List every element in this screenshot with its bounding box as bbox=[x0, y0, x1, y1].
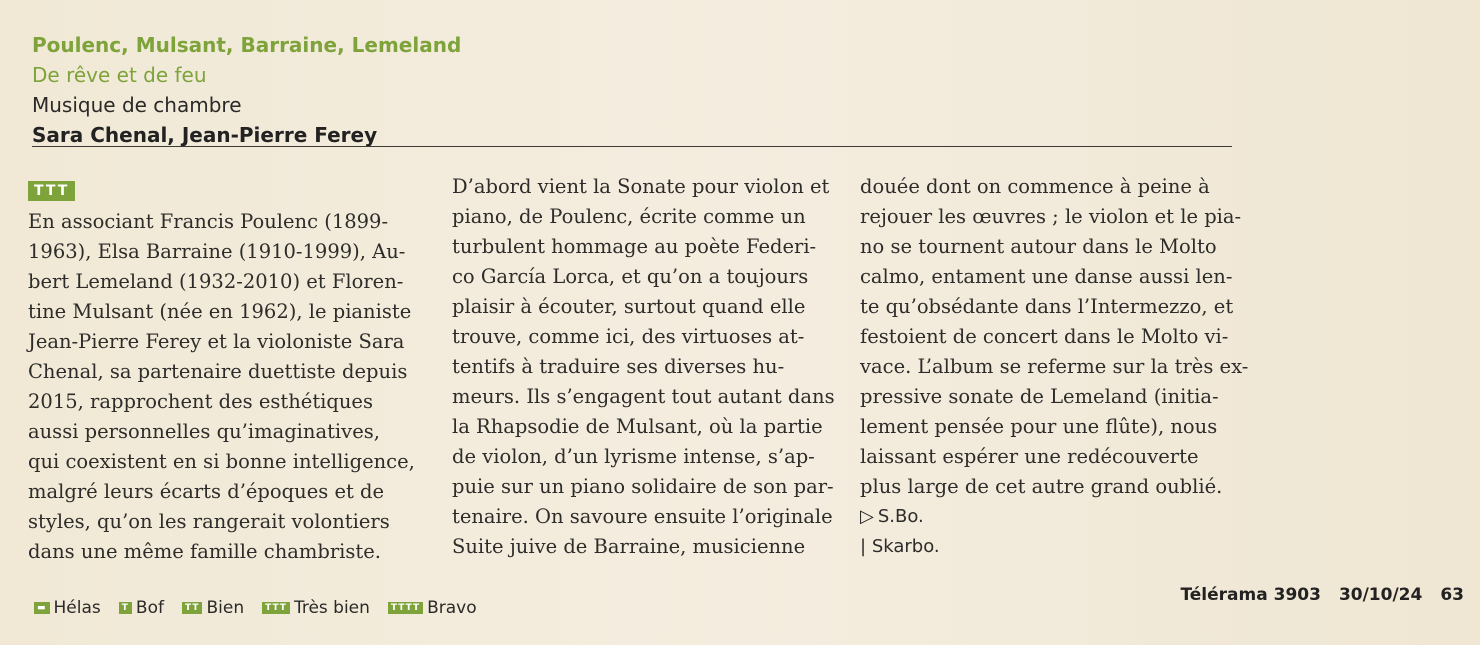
text-line: turbulent hommage au poète Federi- bbox=[452, 235, 817, 258]
legend-label: Bravo bbox=[427, 598, 477, 618]
text-line: D’abord vient la Sonate pour violon et bbox=[452, 175, 830, 198]
text-line: de violon, d’un lyrisme intense, s’ap- bbox=[452, 445, 815, 468]
legend-badge: T bbox=[119, 602, 132, 614]
legend-item bbox=[119, 598, 164, 618]
author-signature bbox=[860, 502, 1250, 532]
genre-label: Musique de chambre bbox=[32, 93, 242, 117]
record-label bbox=[860, 532, 1250, 562]
text-line: lement pensée pour une flûte), nous bbox=[860, 415, 1218, 438]
column-3-text bbox=[860, 172, 1250, 502]
magazine-issue: Télérama 3903 bbox=[1180, 585, 1321, 605]
text-line: pressive sonate de Lemeland (initia- bbox=[860, 385, 1219, 408]
text-line: Chenal, sa partenaire duettiste depuis bbox=[28, 360, 408, 383]
rating-badge: TTT bbox=[28, 181, 75, 201]
text-line: plaisir à écouter, surtout quand elle bbox=[452, 295, 806, 318]
legend-item bbox=[388, 598, 477, 618]
text-line: te qu’obsédante dans l’Intermezzo, et bbox=[860, 295, 1234, 318]
issue-date: 30/10/24 bbox=[1338, 585, 1423, 605]
album-title: De rêve et de feu bbox=[32, 63, 207, 87]
legend-item bbox=[182, 598, 244, 618]
text-line: no se tournent autour dans le Molto bbox=[860, 235, 1217, 258]
label-bar-icon: | bbox=[860, 536, 867, 557]
text-line: tenaire. On savoure ensuite l’originale bbox=[452, 505, 833, 528]
header-divider bbox=[32, 146, 1232, 147]
composers-heading: Poulenc, Mulsant, Barraine, Lemeland bbox=[32, 33, 462, 57]
text-line: meurs. Ils s’engagent tout autant dans bbox=[452, 385, 835, 408]
text-line: plus large de cet autre grand oublié. bbox=[860, 475, 1223, 498]
legend-label: Bof bbox=[135, 598, 164, 618]
record-label-name: Skarbo. bbox=[871, 536, 940, 557]
legend-item bbox=[34, 598, 101, 618]
text-line: calmo, entament une danse aussi len- bbox=[860, 265, 1233, 288]
author-initials: S.Bo. bbox=[877, 506, 924, 527]
text-line: aussi personnelles qu’imaginatives, bbox=[28, 420, 380, 443]
text-line: 2015, rapprochent des esthétiques bbox=[28, 390, 373, 413]
text-line: co García Lorca, et qu’on a toujours bbox=[452, 265, 809, 288]
legend-badge: ▬ bbox=[34, 602, 50, 614]
text-line: Jean-Pierre Ferey et la violoniste Sara bbox=[28, 330, 405, 353]
triangle-icon: ▷ bbox=[860, 506, 874, 527]
legend-label: Bien bbox=[206, 598, 245, 618]
text-line: dans une même famille chambriste. bbox=[28, 540, 381, 563]
legend-badge: TT bbox=[182, 602, 203, 614]
text-line: piano, de Poulenc, écrite comme un bbox=[452, 205, 806, 228]
text-line: trouve, comme ici, des virtuoses at- bbox=[452, 325, 805, 348]
text-line: vace. L’album se referme sur la très ex- bbox=[860, 355, 1249, 378]
artists-heading: Sara Chenal, Jean-Pierre Ferey bbox=[32, 123, 378, 147]
text-line: malgré leurs écarts d’époques et de bbox=[28, 480, 385, 503]
review-header bbox=[32, 30, 1232, 150]
page-number: 63 bbox=[1440, 585, 1464, 605]
legend-badge: TTT bbox=[262, 602, 290, 614]
text-line: En associant Francis Poulenc (1899- bbox=[28, 210, 389, 233]
review-column-3 bbox=[860, 172, 1250, 562]
text-line: rejouer les œuvres ; le violon et le pia- bbox=[860, 205, 1242, 228]
text-line: tine Mulsant (née en 1962), le pianiste bbox=[28, 300, 412, 323]
column-2-text bbox=[452, 172, 842, 562]
text-line: tentifs à traduire ses diverses hu- bbox=[452, 355, 785, 378]
text-line: laissant espérer une redécouverte bbox=[860, 445, 1199, 468]
text-line: festoient de concert dans le Molto vi- bbox=[860, 325, 1229, 348]
text-line: qui coexistent en si bonne intelligence, bbox=[28, 450, 415, 473]
text-line: la Rhapsodie de Mulsant, où la partie bbox=[452, 415, 823, 438]
legend-label: Très bien bbox=[293, 598, 370, 618]
review-column-2 bbox=[452, 172, 842, 562]
text-line: styles, qu’on les rangerait volontiers bbox=[28, 510, 390, 533]
text-line: 1963), Elsa Barraine (1910-1999), Au- bbox=[28, 240, 406, 263]
rating-legend bbox=[34, 598, 477, 618]
legend-item bbox=[262, 598, 370, 618]
text-line: Suite juive de Barraine, musicienne bbox=[452, 535, 806, 558]
review-column-1 bbox=[28, 174, 428, 567]
text-line: douée dont on commence à peine à bbox=[860, 175, 1210, 198]
legend-badge: TTTT bbox=[388, 602, 423, 614]
column-1-text bbox=[28, 207, 428, 567]
page-footer bbox=[1180, 585, 1464, 605]
legend-label: Hélas bbox=[53, 598, 101, 618]
text-line: puie sur un piano solidaire de son par- bbox=[452, 475, 834, 498]
text-line: bert Lemeland (1932-2010) et Floren- bbox=[28, 270, 404, 293]
